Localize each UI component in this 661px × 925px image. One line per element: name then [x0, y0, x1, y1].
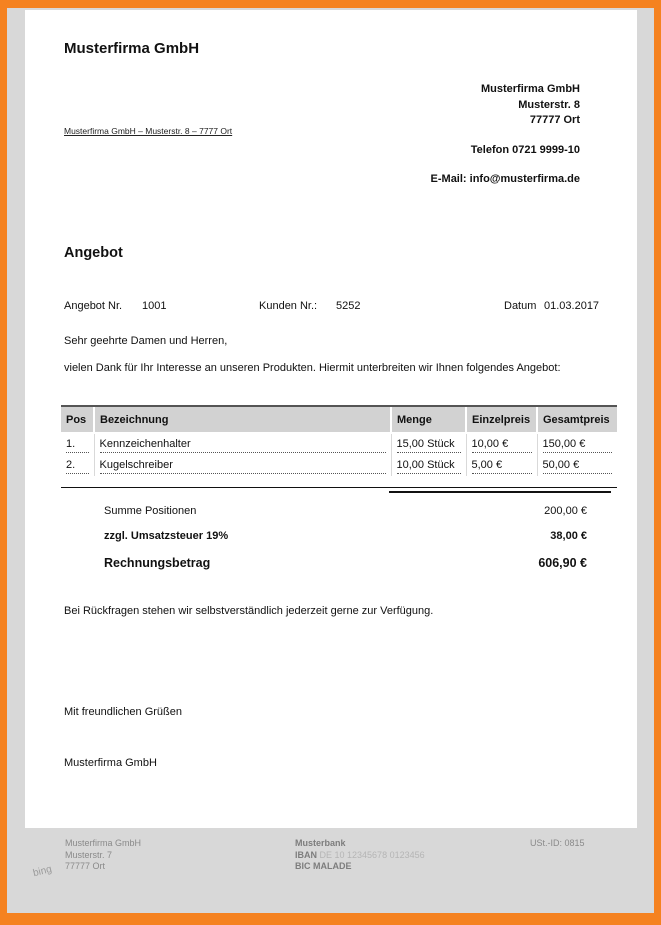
table-header-row [61, 406, 617, 433]
totals-vat-row [25, 530, 636, 548]
sum-label: Summe Positionen [104, 505, 197, 517]
page-footer [7, 838, 654, 886]
watermark: bing [31, 863, 53, 880]
table-row [61, 433, 617, 455]
footer-line: Musterstr. 7 [65, 849, 113, 860]
header-pos: Pos [61, 406, 94, 433]
item-einzelpreis: 10,00 € [472, 438, 532, 453]
totals-top-rule [389, 491, 611, 493]
phone-line: Telefon 0721 9999-10 [470, 143, 580, 156]
company-title: Musterfirma GmbH [64, 40, 200, 57]
totals-total-row [25, 556, 636, 574]
footer-line: 77777 Ort [65, 861, 106, 871]
vat-label: zzgl. Umsatzsteuer 19% [104, 530, 229, 542]
intro-text: vielen Dank für Ihr Interesse an unseren Produkten. Hiermit unterbreiten wir Ihnen folgendes Angebot: [64, 362, 561, 374]
item-bezeichnung: Kennzeichenhalter [100, 438, 386, 453]
bank-name: Musterbank [295, 838, 346, 848]
totals-sum-row [25, 505, 636, 523]
bic-line: BIC MALADE [295, 861, 352, 871]
footer-address-column [65, 838, 141, 873]
sum-value: 200,00 € [544, 505, 587, 517]
document-paper [25, 10, 637, 828]
salutation: Sehr geehrte Damen und Herren, [64, 335, 228, 347]
item-gesamtpreis: 50,00 € [543, 459, 613, 474]
header-gesamtpreis: Gesamtpreis [537, 406, 617, 433]
document-heading: Angebot [64, 245, 123, 261]
kunden-nr-value: 5252 [336, 300, 361, 312]
item-pos: 2. [66, 459, 89, 474]
table-row [61, 455, 617, 476]
datum-value: 01.03.2017 [544, 300, 600, 312]
address-line: Musterstr. 8 [518, 98, 580, 111]
iban-value: DE 10 12345678 0123456 [319, 849, 425, 860]
item-menge: 15,00 Stück [397, 438, 461, 453]
header-einzelpreis: Einzelpreis [466, 406, 537, 433]
angebot-nr-value: 1001 [142, 300, 167, 312]
sender-return-address: Musterfirma GmbH – Musterstr. 8 – 7777 Ort [64, 126, 233, 136]
signature-company: Musterfirma GmbH [64, 757, 157, 769]
email-line: E-Mail: info@musterfirma.de [430, 173, 580, 185]
document-meta-row [25, 300, 636, 316]
iban-line [295, 850, 425, 862]
total-label: Rechnungsbetrag [104, 556, 211, 570]
page-background [7, 8, 654, 913]
regards-line: Mit freundlichen Grüßen [64, 706, 182, 718]
table-bottom-rule [61, 487, 617, 488]
address-line: 77777 Ort [529, 114, 580, 126]
vat-value: 38,00 € [550, 530, 587, 542]
item-pos: 1. [66, 438, 89, 453]
company-address-block [431, 82, 580, 188]
iban-label: IBAN [295, 849, 317, 860]
footer-bank-column [295, 838, 425, 873]
item-gesamtpreis: 150,00 € [543, 438, 613, 453]
closing-note: Bei Rückfragen stehen wir selbstverständlich jederzeit gerne zur Verfügung. [64, 605, 434, 617]
header-bezeichnung: Bezeichnung [94, 406, 391, 433]
item-menge: 10,00 Stück [397, 459, 461, 474]
item-einzelpreis: 5,00 € [472, 459, 532, 474]
footer-ustid: USt.-ID: 0815 [530, 838, 585, 848]
items-table [61, 405, 617, 476]
angebot-nr-label: Angebot Nr. [64, 300, 123, 312]
item-bezeichnung: Kugelschreiber [100, 459, 386, 474]
header-menge: Menge [391, 406, 466, 433]
footer-line: Musterfirma GmbH [65, 838, 142, 848]
total-value: 606,90 € [538, 556, 587, 570]
kunden-nr-label: Kunden Nr.: [259, 300, 318, 312]
address-line: Musterfirma GmbH [480, 83, 580, 95]
datum-label: Datum [504, 300, 537, 312]
